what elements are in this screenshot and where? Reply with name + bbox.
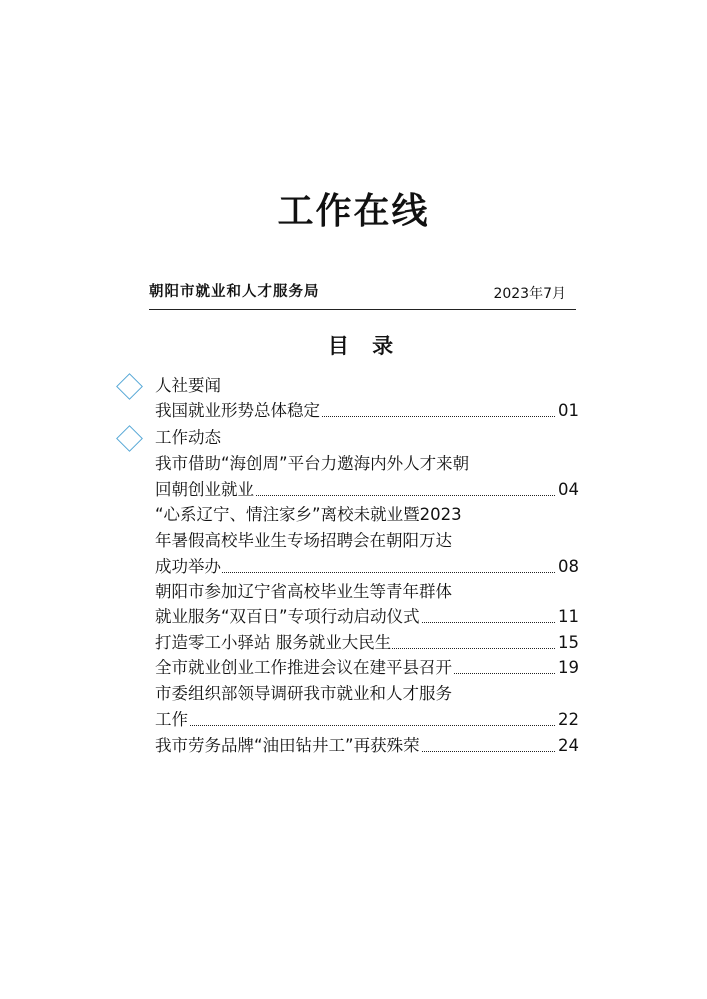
issue-date: 2023年7月 — [493, 286, 566, 302]
organization-name: 朝阳市就业和人才服务局 — [149, 283, 320, 300]
masthead — [149, 280, 576, 304]
toc-entry[interactable] — [155, 400, 579, 422]
toc-entry-title: 我国就业形势总体稳定 — [155, 401, 320, 420]
toc-entry-title-line: “心系辽宁、情注家乡”离校未就业暨2023 — [155, 505, 462, 524]
diamond-bullet-icon — [116, 425, 143, 452]
toc-entry[interactable] — [155, 709, 579, 731]
toc-entry-title: 成功举办 — [155, 557, 221, 576]
toc-entry[interactable] — [155, 735, 579, 757]
toc-entry[interactable] — [155, 479, 579, 501]
toc-section-label: 工作动态 — [155, 428, 221, 447]
toc-entry[interactable] — [155, 556, 579, 578]
toc-entry-title: 工作 — [155, 710, 188, 729]
document-title: 工作在线 — [277, 191, 430, 232]
toc-entry-title-line: 朝阳市参加辽宁省高校毕业生等青年群体 — [155, 582, 452, 601]
toc-entry-page: 08 — [558, 557, 579, 576]
toc-entry-title-line: 年暑假高校毕业生专场招聘会在朝阳万达 — [155, 531, 452, 550]
header-rule — [149, 309, 576, 310]
toc-entry-title: 打造零工小驿站 服务就业大民生 — [155, 633, 392, 652]
toc-entry-page: 04 — [558, 480, 579, 499]
toc-entry-page: 22 — [558, 710, 579, 729]
toc-entry[interactable] — [155, 657, 579, 679]
toc-entry[interactable] — [155, 606, 579, 628]
toc-entry-page: 15 — [558, 633, 579, 652]
dot-leader — [155, 725, 555, 726]
toc-heading: 目 录 — [327, 334, 402, 358]
toc-entry-page: 19 — [558, 658, 579, 677]
toc-entry-page: 11 — [558, 607, 579, 626]
toc-entry-page: 24 — [558, 736, 579, 755]
toc-entry-title-line: 我市借助“海创周”平台力邀海内外人才来朝 — [155, 454, 470, 473]
toc-entry[interactable] — [155, 632, 579, 654]
toc-entry-title: 全市就业创业工作推进会议在建平县召开 — [155, 658, 452, 677]
toc-entry-title: 我市劳务品牌“油田钻井工”再获殊荣 — [155, 736, 420, 755]
diamond-bullet-icon — [116, 373, 143, 400]
toc-section-label: 人社要闻 — [155, 376, 221, 395]
toc-entry-title-line: 市委组织部领导调研我市就业和人才服务 — [155, 684, 452, 703]
toc-entry-title: 就业服务“双百日”专项行动启动仪式 — [155, 607, 420, 626]
toc-entry-title: 回朝创业就业 — [155, 480, 254, 499]
toc-entry-page: 01 — [558, 401, 579, 420]
